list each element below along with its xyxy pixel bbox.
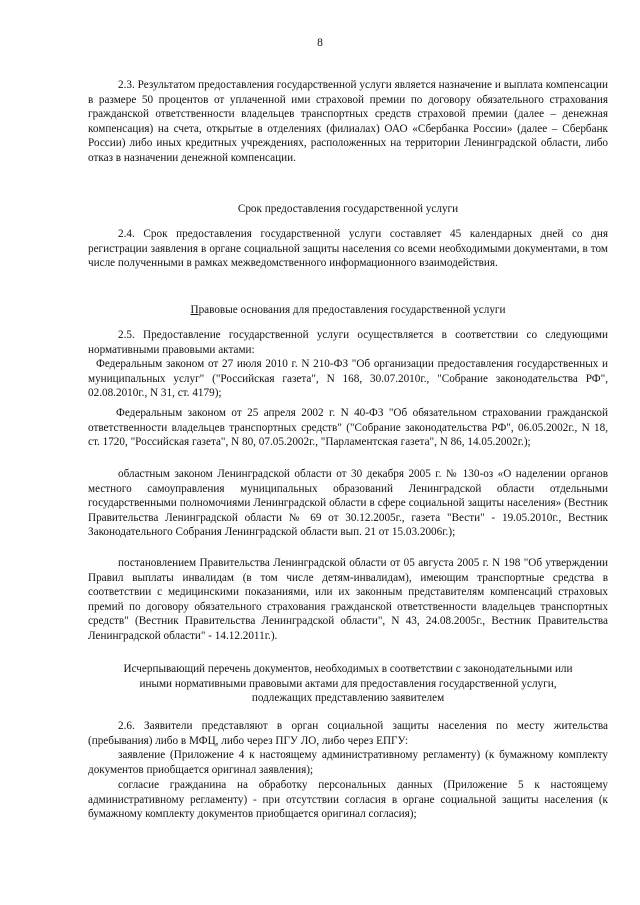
law-item-3: [88, 467, 608, 540]
paragraph-2-3-text: 2.3. Результатом предоставления государственной услуги является назначение и выплата компенсации в размере 50 процентов от уплаченной ими страховой премии по договору обязательного страхования гражданской ответственности владельцев транспортных средств страховой премии (далее – денежная компенсация) на счета, открытые в отделениях (филиалах) ОАО «Сбербанка России» (далее – Сбербанк России) либо иных кредитных учреждениях, расположенных на территории Ленинградской области, либо отказ в назначении денежной компенсации.: [88, 79, 608, 164]
heading-legal-basis-text: [88, 303, 608, 318]
document-item-2: [88, 778, 608, 822]
document-item-2-text: согласие гражданина на обработку персональных данных (Приложение 5 к настоящему административному регламенту) - при отсутствии согласия в органе социальной защиты населения (к бумажному комплекту документов приобщается оригинал согласия);: [88, 779, 608, 821]
document-item-1: [88, 748, 608, 777]
law-item-1: [88, 357, 608, 401]
law-item-4: [88, 556, 608, 644]
law-item-2: [88, 406, 608, 450]
heading-term: [88, 202, 608, 217]
heading-legal-first-letter: П: [190, 304, 199, 316]
law-item-2-text: Федеральным законом от 25 апреля 2002 г. N 40-ФЗ "Об обязательном страховании гражданской ответственности владельцев транспортных средств" ("Собрание законодательства РФ", 06.05.2002г., N 18, ст. 1720, "Российская газета", N 80, 07.05.2002г., "Парламентская газета", N 86, 14.05.2002г.);: [88, 407, 608, 449]
heading-documents-line-3: подлежащих представлению заявителем: [251, 692, 445, 705]
paragraph-2-6: [88, 719, 608, 748]
heading-legal-rest: равовые основания для предоставления государственной услуги: [198, 304, 506, 316]
paragraph-2-4: [88, 227, 608, 271]
heading-documents-line-2: иными нормативными правовыми актами для предоставления государственной услуги,: [139, 677, 557, 690]
paragraph-2-3: [88, 78, 608, 166]
law-item-1-text: Федеральным законом от 27 июля 2010 г. N 210-ФЗ "Об организации предоставления государственных и муниципальных услуг" ("Российская газета", N 168, 30.07.2010г., "Собрание законодательства РФ", 02.08.2010г., N 31, ст. 4179);: [88, 358, 608, 400]
law-item-4-text: постановлением Правительства Ленинградской области от 05 августа 2005 г. N 198 "Об утверждении Правил выплаты инвалидам (в том числе детям-инвалидам), имеющим транспортные средства в соответствии с медицинскими показаниями, или их законным представителям компенсаций страховых премий по договору обязательного страхования гражданской ответственности владельцев транспортных средств" (Вестник Правительства Ленинградской области", N 43, 24.08.2005г., Вестник Правительства Ленинградской области" - 14.12.2011г.).: [88, 557, 608, 642]
heading-term-text: Срок предоставления государственной услуги: [237, 203, 459, 215]
paragraph-2-5: [88, 328, 608, 357]
paragraph-2-5-text: 2.5. Предоставление государственной услуги осуществляется в соответствии со следующими нормативными правовыми актами:: [88, 329, 608, 356]
heading-documents-line-1: Исчерпывающий перечень документов, необходимых в соответствии с законодательными или: [123, 663, 573, 675]
paragraph-2-6-text: 2.6. Заявители представляют в орган социальной защиты населения по месту жительства (пребывания) либо в МФЦ, либо через ПГУ ЛО, либо через ЕПГУ:: [88, 720, 608, 747]
law-item-3-text: областным законом Ленинградской области от 30 декабря 2005 г. № 130-оз «О наделении органов местного самоуправления муниципальных образований Ленинградской области отдельными государственными полномочиями Ленинградской области в сфере социальной защиты населения» (Вестник Правительства Ленинградской области № 69 от 30.12.2005г., газета "Вести" - 19.05.2010г., Вестник Законодательного Собрания Ленинградской области вып. 21 от 15.03.2006г.);: [88, 468, 608, 539]
paragraph-2-4-text: 2.4. Срок предоставления государственной услуги составляет 45 календарных дней со дня регистрации заявления в органе социальной защиты населения со всеми необходимыми документами, в том числе полученными в рамках межведомственного информационного взаимодействия.: [88, 228, 608, 270]
document-item-1-text: заявление (Приложение 4 к настоящему административному регламенту) (к бумажному комплекту документов приобщается оригинал заявления);: [88, 749, 608, 776]
heading-legal-basis: [88, 303, 608, 318]
heading-documents: [88, 662, 608, 706]
page-number: 8: [317, 37, 323, 49]
